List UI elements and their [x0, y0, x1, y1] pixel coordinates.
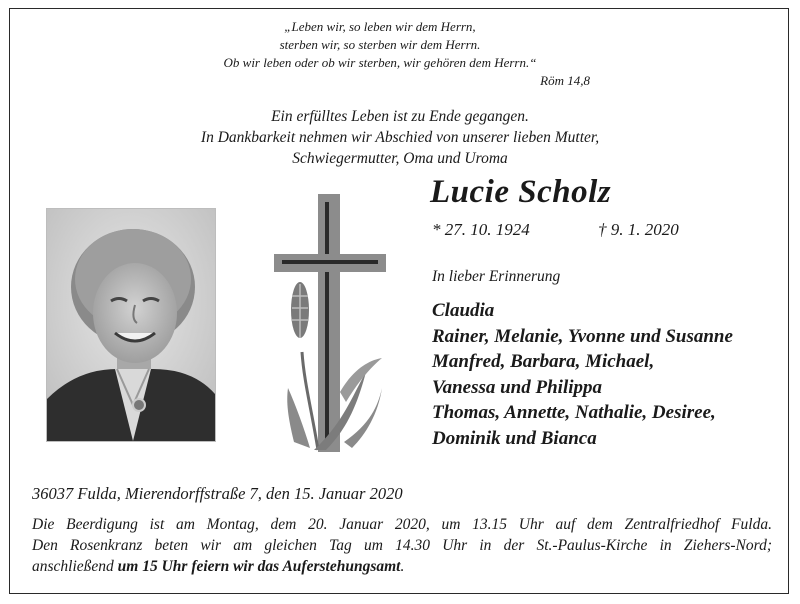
cross-with-wheat-icon	[274, 192, 392, 454]
address-line: 36037 Fulda, Mierendorffstraße 7, den 15. Januar 2020	[32, 484, 403, 503]
family-list	[432, 298, 733, 451]
funeral-line: Die Beerdigung ist am Montag, dem 20. Januar 2020, um 13.15 Uhr auf dem Zentralfriedhof Fulda.	[32, 516, 772, 533]
death-date: † 9. 1. 2020	[598, 220, 679, 239]
intro-line: Ein erfülltes Leben ist zu Ende gegangen.	[271, 108, 529, 125]
memory-label: In lieber Erinnerung	[432, 268, 561, 285]
portrait-photo	[47, 209, 215, 441]
family-line: Dominik und Bianca	[432, 427, 597, 449]
quote-line: Ob wir leben oder ob wir sterben, wir gehören dem Herrn.“	[223, 55, 537, 70]
family-line: Thomas, Annette, Nathalie, Desiree,	[432, 402, 716, 423]
deceased-name: Lucie Scholz	[430, 174, 612, 210]
funeral-details	[32, 514, 772, 577]
funeral-suffix: .	[400, 558, 405, 575]
portrait-image	[47, 209, 215, 441]
family-line: Vanessa und Philippa	[432, 376, 602, 398]
life-dates	[432, 220, 679, 240]
funeral-bold: um 15 Uhr feiern wir das Auferstehungsamt	[117, 558, 401, 575]
quote-line: sterben wir, so sterben wir dem Herrn.	[279, 37, 481, 52]
intro-line: Schwiegermutter, Oma und Uroma	[292, 150, 508, 167]
family-line: Manfred, Barbara, Michael,	[432, 351, 655, 372]
funeral-line: Den Rosenkranz beten wir am gleichen Tag um 14.30 Uhr in der St.-Paulus-Kirche in Ziehers-Nord;	[32, 537, 772, 554]
funeral-line-last	[32, 556, 772, 577]
funeral-prefix: anschließend	[32, 558, 118, 575]
quote-line: „Leben wir, so leben wir dem Herrn,	[284, 19, 476, 34]
cross-illustration	[274, 192, 392, 454]
intro-text	[100, 106, 700, 169]
bible-quote	[160, 18, 600, 90]
family-line: Rainer, Melanie, Yvonne und Susanne	[432, 325, 733, 347]
quote-reference: Röm 14,8	[540, 73, 590, 88]
family-line: Claudia	[432, 300, 495, 321]
birth-date: * 27. 10. 1924	[432, 220, 530, 239]
intro-line: In Dankbarkeit nehmen wir Abschied von unserer lieben Mutter,	[200, 129, 600, 146]
